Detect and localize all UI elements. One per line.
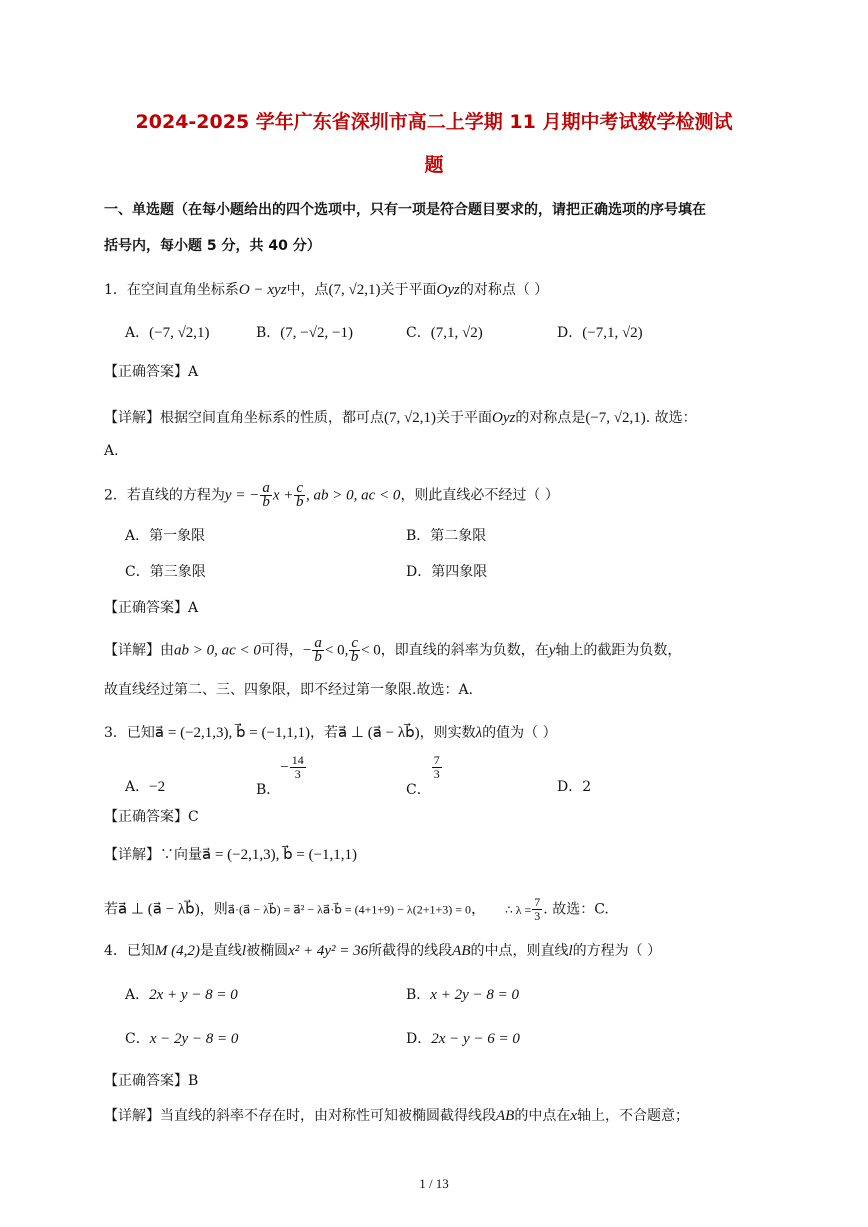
q2-frac-num-a: a: [262, 480, 270, 496]
q4-line-l2: l: [568, 943, 573, 959]
q4-option-c-value: x − 2y − 8 = 0: [149, 1031, 239, 1047]
q4-stem-text-a: 4．已知: [104, 943, 155, 959]
q2-expl-frac-a-b: [312, 637, 324, 664]
q4-explanation: [104, 1105, 689, 1125]
q1-point: (7, √2,1): [328, 282, 381, 298]
q2-stem-text-b: ，则此直线必不经过（ ）: [400, 487, 559, 504]
q3-expl-text-e: . 故选：C.: [543, 901, 609, 918]
q3-option-c: [406, 753, 443, 798]
q4-option-d-value: 2x − y − 6 = 0: [431, 1031, 520, 1047]
q3-option-b-den: 3: [294, 767, 301, 781]
page-title-line2: 题: [424, 154, 444, 176]
q2-stem: [104, 482, 559, 509]
q2-frac-c-b: [294, 482, 305, 509]
q3-explanation: [104, 844, 357, 864]
q4-option-a-label: A．: [125, 987, 150, 1003]
q2-answer: 【正确答案】A: [104, 600, 199, 616]
q3-expl-text-b: 若: [104, 901, 118, 918]
q4-option-c: [125, 1028, 238, 1048]
q2-frac-num-c: c: [296, 480, 304, 496]
q1-option-c-label: C．: [406, 325, 431, 341]
q2-expl-frac-den-b2: b: [350, 649, 359, 665]
q2-eq-x: x +: [272, 487, 294, 504]
q1-option-d-label: D．: [557, 325, 583, 341]
section-header-line2: 括号内，每小题 5 分，共 40 分）: [104, 238, 321, 254]
q4-stem-text-d: 所截得的线段: [368, 943, 453, 959]
q4-expl-text-b: 的中点在: [514, 1108, 571, 1124]
q4-expl-text-a: 【详解】当直线的斜率不存在时，由对称性可知被椭圆截得线段: [104, 1108, 496, 1124]
q4-stem-text-f: 的方程为（ ）: [572, 943, 662, 959]
q3-option-c-label: C．: [406, 781, 431, 798]
q1-stem-text-a: 1．在空间直角坐标系: [104, 282, 239, 298]
q3-lambda: λ: [475, 725, 483, 741]
q4-option-d: [406, 1028, 520, 1048]
q1-option-d-value: (−7,1, √2): [582, 325, 643, 341]
q3-expl-line2: [104, 896, 609, 923]
q2-expl-text-c: ，即直线的斜率为负数，在: [380, 642, 549, 659]
q1-option-b: [256, 322, 353, 342]
q3-option-c-frac: [432, 754, 442, 781]
q4-point-m: M (4,2): [154, 943, 200, 959]
q3-expl-lambda: ∴ λ =: [505, 902, 532, 917]
q2-expl-line2: 故直线经过第二、三、四象限，即不经过第一象限.故选：A.: [104, 682, 474, 698]
q1-option-a: [125, 322, 210, 342]
q1-stem-text-b: 中，点: [286, 282, 329, 298]
q2-frac-den-b: b: [262, 494, 270, 510]
q1-option-b-value: (7, −√2, −1): [280, 325, 353, 341]
q3-expl-frac: [532, 896, 542, 923]
q1-plane: Oyz: [436, 282, 460, 298]
q2-expl-frac-num-a: a: [314, 635, 322, 651]
q3-option-c-den: 3: [433, 767, 440, 781]
q3-stem-text-a: 3．已知: [104, 725, 155, 741]
q4-expl-text-c: 轴上，不合题意；: [577, 1108, 689, 1124]
q3-option-a-value: −2: [149, 779, 166, 795]
q1-expl-text-d: . 故选：: [645, 410, 697, 426]
q2-expl-frac-c-b: [349, 637, 360, 664]
q1-expl-point: (7, √2,1): [384, 410, 436, 426]
q1-option-b-label: B．: [256, 325, 281, 341]
q1-stem-text-d: 的对称点（ ）: [459, 282, 549, 298]
q3-answer: 【正确答案】C: [104, 809, 199, 825]
q3-expl-calc: a⃗·(a⃗ − λb⃗) = a⃗² − λa⃗·b⃗ = (4+1+9) − λ(2+1+3) = 0: [227, 902, 472, 917]
q3-option-b-num: 14: [291, 753, 304, 767]
q4-option-b: [406, 984, 519, 1004]
q1-option-d: [557, 322, 643, 342]
q3-expl-text-d: ，: [471, 901, 486, 918]
q1-expl-text-a: 【详解】根据空间直角坐标系的性质，都可点: [104, 410, 384, 426]
q4-stem-text-b: 是直线: [199, 943, 242, 959]
q3-expl-perp: a⃗ ⊥ (a⃗ − λb⃗): [118, 901, 200, 918]
q2-expl-cond: ab > 0, ac < 0: [174, 642, 261, 659]
q1-expl-result: (−7, √2,1): [585, 410, 646, 426]
q3-expl-text-c: ，则: [199, 901, 228, 918]
q2-expl-frac-num-c: c: [351, 635, 359, 651]
q3-stem-text-b: ，若: [309, 725, 338, 741]
q3-option-b: [256, 753, 307, 798]
q4-option-b-value: x + 2y − 8 = 0: [430, 987, 519, 1003]
q1-answer: 【正确答案】A: [104, 364, 199, 380]
q1-option-a-label: A．: [125, 325, 150, 341]
q2-expl-y: y: [548, 642, 556, 659]
q4-option-b-label: B．: [406, 987, 431, 1003]
q2-expl-neg: −: [302, 642, 312, 659]
q4-option-a: [125, 984, 238, 1004]
q1-expl-text-b: 关于平面: [435, 410, 492, 426]
q1-explanation: [104, 407, 697, 427]
q2-frac-den-b2: b: [295, 494, 304, 510]
q4-stem-text-c: 被椭圆: [246, 943, 289, 959]
q2-explanation: [104, 637, 681, 664]
q2-expl-frac-den-b: b: [314, 649, 322, 665]
q4-line-l: l: [241, 943, 247, 959]
q3-option-c-num: 7: [433, 753, 440, 767]
q2-expl-text-d: 轴上的截距为负数，: [555, 642, 682, 659]
q2-stem-text-a: 2．若直线的方程为: [104, 487, 225, 504]
q3-expl-frac-num: 7: [534, 895, 541, 909]
q3-option-b-neg: −: [280, 759, 289, 776]
q1-option-c-value: (7,1, √2): [430, 325, 483, 341]
q1-option-a-value: (−7, √2,1): [149, 325, 210, 341]
q2-eq-y: y = −: [224, 487, 260, 504]
q1-coord-system: O − xyz: [238, 282, 287, 298]
section-header-line1: 一、单选题（在每小题给出的四个选项中，只有一项是符合题目要求的，请把正确选项的序号填在: [104, 202, 706, 218]
q3-stem-text-d: 的值为（ ）: [482, 725, 557, 741]
q2-option-a: A．第一象限: [125, 528, 206, 544]
q1-option-c: [406, 322, 483, 342]
q3-option-a: [125, 776, 165, 796]
q4-stem-text-e: 的中点，则直线: [470, 943, 569, 959]
q4-answer: 【正确答案】B: [104, 1073, 199, 1089]
q3-stem-text-c: ，则实数: [419, 725, 476, 741]
q4-ellipse-eq: x² + 4y² = 36: [288, 943, 369, 959]
q2-option-c: C．第三象限: [125, 564, 206, 580]
page-number: 1 / 13: [419, 1176, 449, 1191]
q3-expl-text-a: 【详解】∵向量: [104, 847, 202, 863]
page-title-line1: 2024-2025 学年广东省深圳市高二上学期 11 月期中考试数学检测试: [135, 111, 733, 133]
q4-option-d-label: D．: [406, 1031, 432, 1047]
q3-expl-vectors: a⃗ = (−2,1,3), b⃗ = (−1,1,1): [202, 847, 358, 863]
q4-segment-ab: AB: [452, 943, 471, 959]
q2-expl-mid: < 0,: [324, 642, 349, 659]
q3-perp-condition: a⃗ ⊥ (a⃗ − λb⃗): [337, 725, 420, 741]
q3-vectors: a⃗ = (−2,1,3), b⃗ = (−1,1,1): [154, 725, 310, 741]
q2-expl-end: < 0: [361, 642, 381, 659]
q1-expl-plane: Oyz: [491, 410, 516, 426]
q4-option-c-label: C．: [125, 1031, 150, 1047]
q4-expl-x: x: [570, 1108, 577, 1124]
q2-expl-text-b: 可得，: [260, 642, 303, 659]
q4-expl-ab: AB: [496, 1108, 515, 1124]
q2-option-d: D．第四象限: [406, 564, 488, 580]
q1-expl-line2: A.: [104, 443, 119, 459]
q4-stem: [104, 940, 661, 960]
q3-option-d: D．2: [557, 779, 592, 795]
q1-expl-text-c: 的对称点是: [515, 410, 586, 426]
q3-expl-frac-den: 3: [534, 909, 541, 923]
q3-stem: [104, 722, 557, 742]
q2-frac-a-b: [260, 482, 272, 509]
q2-eq-cond: , ab > 0, ac < 0: [306, 487, 401, 504]
q1-stem: [104, 279, 548, 299]
q3-option-b-label: B．: [256, 781, 281, 798]
q3-option-a-label: A．: [125, 779, 150, 795]
q2-expl-text-a: 【详解】由: [104, 642, 174, 659]
q1-stem-text-c: 关于平面: [380, 282, 437, 298]
q3-option-b-frac: [290, 754, 306, 781]
q4-option-a-value: 2x + y − 8 = 0: [149, 987, 238, 1003]
q2-option-b: B．第二象限: [406, 528, 487, 544]
